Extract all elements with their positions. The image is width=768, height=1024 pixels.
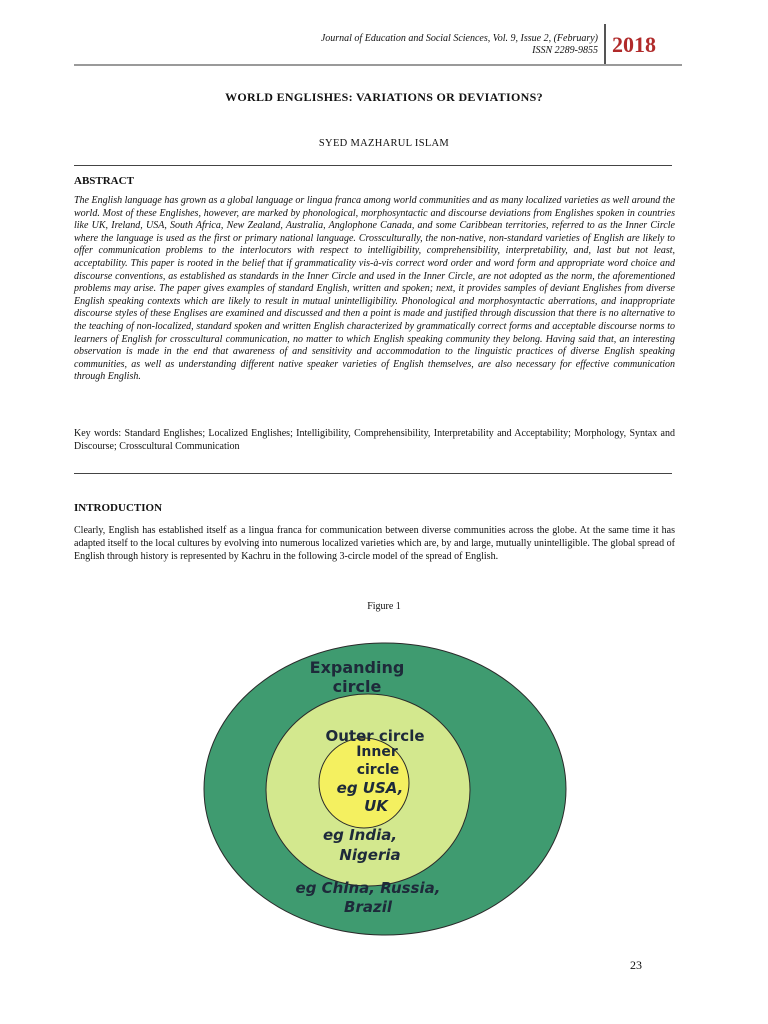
author-name: SYED MAZHARUL ISLAM xyxy=(318,138,450,149)
section-rule xyxy=(74,165,672,166)
header-rule xyxy=(74,64,682,66)
keywords: Key words: Standard Englishes; Localized Englishes; Intelligibility, Comprehensibility, Interpretability and Acceptability; Morphology, Syntax and Discourse; Crosscultural Communication xyxy=(74,428,675,452)
outer-circle-example: Nigeria xyxy=(339,846,401,864)
inner-circle-label: Inner xyxy=(356,744,398,760)
expanding-circle-label: circle xyxy=(332,677,382,696)
journal-citation xyxy=(321,33,598,57)
abstract-heading: ABSTRACT xyxy=(74,175,134,187)
section-rule xyxy=(74,473,672,474)
paper-title: WORLD ENGLISHES: VARIATIONS OR DEVIATIONS? xyxy=(225,90,543,104)
introduction-heading: INTRODUCTION xyxy=(74,502,163,514)
expanding-circle-example: eg China, Russia, xyxy=(295,879,441,897)
publication-year: 2018 xyxy=(612,32,656,57)
inner-circle-label: circle xyxy=(356,762,400,778)
journal-name: Journal of Education and Social Sciences, Vol. 9, Issue 2, (February) xyxy=(320,33,598,44)
expanding-circle-label: Expanding xyxy=(309,658,405,677)
introduction-text: Clearly, English has established itself as a lingua franca for communication between diverse communities across the globe. At the same time it has adapted itself to the local cultures by evolving into numerous localized varieties which are, by and large, mutually unintelligible. The global spread of English through history is represented by Kachru in the following 3-circle model of the spread of English. xyxy=(74,525,675,562)
page-number: 23 xyxy=(630,958,642,972)
outer-circle-label: Outer circle xyxy=(325,727,425,745)
kachru-three-circle-diagram xyxy=(200,640,570,940)
inner-circle-example: eg USA, xyxy=(336,779,404,797)
abstract-text: The English language has grown as a global language or lingua franca among world communities and as many localized varieties as well around the world. Most of these Englishes, however, are marked by phonological, morphosyntactic and discourse deviations from Englishes spoken in countries like UK, Ireland, USA, South Africa, New Zealand, Australia, Anglophone Canada, and some Caribbean territories, referred to as the Inner Circle where the language is used as the first or primary national language. Crossculturally, the non-native, non-standard varieties of English are likely to offer communication problems to the interlocutors with respect to intelligibility, comprehensibility, interpretability, and, last but not least, acceptability. This paper is rooted in the belief that if grammaticality vis-à-vis correct word order and word form and appropriate word choice and discourse conventions, as established as standards in the Inner Circle and used in the Inner Circle, are not adopted as the norm, the aforementioned problems may arise. The paper gives examples of standard English, written and spoken; next, it provides samples of deviant Englishes from diverse English speaking contexts which are likely to result in mutual unintelligibility. Phonological and morphosyntactic aberrations, and inappropriate discourse styles of these Englises are examined and discussed and then a point is made and justified through discussion that there is no alternative to the teaching of non-localized, standard spoken and written English characterized by grammatically correct forms and acceptable discourse norms to learners of English for crosscultural communication, no matter to which English speaking community they belong. Having said that, an interesting observation is made in the end that awareness of and sensitivity and accommodation to the linguistic practices of diverse English speaking communities, as well as understanding different native speaker varieties of English themselves, are also necessary for effective communication through English. xyxy=(74,195,675,383)
expanding-circle-example: Brazil xyxy=(344,898,392,916)
inner-circle-example: UK xyxy=(364,797,388,815)
journal-issn: ISSN 2289-9855 xyxy=(532,45,598,56)
figure-caption: Figure 1 xyxy=(367,601,401,612)
outer-circle-example: eg India, xyxy=(322,826,398,844)
header-divider xyxy=(604,24,606,66)
